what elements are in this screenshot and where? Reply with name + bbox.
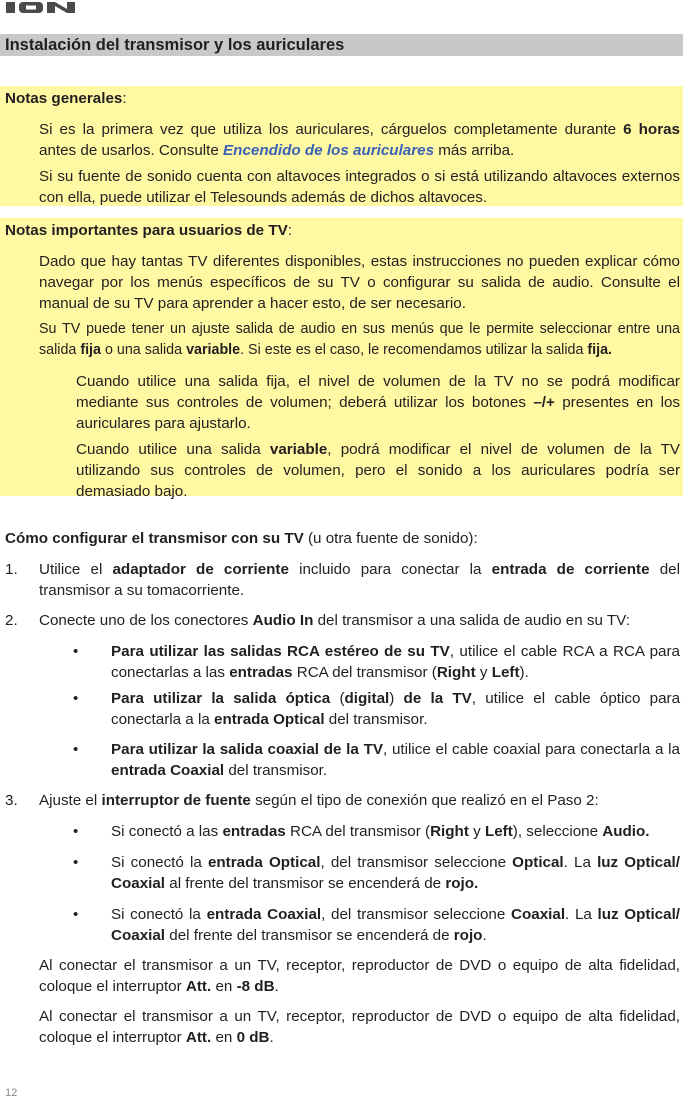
bullet-icon: • bbox=[73, 643, 79, 660]
bullet-icon: • bbox=[73, 690, 79, 707]
general-notes-heading: Notas generales: bbox=[5, 90, 127, 107]
step-2-text: Conecte uno de los conectores Audio In del transmisor a una salida de audio en su TV: bbox=[39, 612, 630, 629]
bullet-icon: • bbox=[73, 906, 79, 923]
tv-note-2: Su TV puede tener un ajuste salida de audio en sus menús que le permite seleccionar entre una salida fija o una salida variable. Si este es el caso, le recomendamos utilizar la salida fija. bbox=[39, 321, 680, 358]
general-note-1: Si es la primera vez que utiliza los auriculares, cárguelos completamente durante 6 horas antes de usarlos. Consulte Encendido de los auriculares más arriba. bbox=[39, 121, 680, 159]
step-3-number: 3. bbox=[5, 792, 18, 809]
tv-note-fixed-output: Cuando utilice una salida fija, el nivel de volumen de la TV no se podrá modificar mediante sus controles de volumen; deberá utilizar los botones –/+ presentes en los auriculares para ajustarlo. bbox=[76, 373, 680, 432]
bullet-icon: • bbox=[73, 854, 79, 871]
page-number: 12 bbox=[5, 1087, 18, 1099]
general-note-2: Si su fuente de sonido cuenta con altavoces integrados o si está utilizando altavoces externos con ella, puede utilizar el Telesounds además de dichos altavoces. bbox=[39, 168, 680, 206]
tv-note-variable-output: Cuando utilice una salida variable, podrá modificar el nivel de volumen de la TV utilizando sus controles de volumen, pero el sonido a los auriculares podría ser demasiado bajo. bbox=[76, 441, 680, 500]
step-2-bullet-coaxial: Para utilizar la salida coaxial de la TV, utilice el cable coaxial para conectarla a la entrada Coaxial del transmisor. bbox=[111, 741, 681, 779]
tv-notes-heading: Notas importantes para usuarios de TV: bbox=[5, 222, 292, 239]
setup-heading: Cómo configurar el transmisor con su TV (u otra fuente de sonido): bbox=[5, 530, 478, 547]
section-title: Instalación del transmisor y los auriculares bbox=[5, 36, 345, 54]
step-1-text: Utilice el adaptador de corriente incluido para conectar la entrada de corriente del transmisor a su tomacorriente. bbox=[39, 561, 680, 599]
section-header bbox=[0, 34, 683, 56]
bullet-icon: • bbox=[73, 823, 79, 840]
step-3-text: Ajuste el interruptor de fuente según el tipo de conexión que realizó en el Paso 2: bbox=[39, 792, 599, 809]
link-encendido-auriculares[interactable]: Encendido de los auriculares bbox=[223, 142, 435, 159]
step-2-bullet-rca: Para utilizar las salidas RCA estéreo de su TV, utilice el cable RCA a RCA para conectarlas a las entradas RCA del transmisor (Right y Left). bbox=[111, 643, 680, 681]
ion-logo bbox=[6, 2, 80, 13]
step-1-number: 1. bbox=[5, 561, 18, 578]
bullet-icon: • bbox=[73, 741, 79, 758]
step-3-bullet-audio: Si conectó a las entradas RCA del transmisor (Right y Left), seleccione Audio. bbox=[111, 823, 650, 840]
step-2-number: 2. bbox=[5, 612, 18, 629]
tv-note-1: Dado que hay tantas TV diferentes disponibles, estas instrucciones no pueden explicar cómo navegar por los menús específicos de su TV o configurar su salida de audio. Consulte el manual de su TV para aprender a hacer esto, de ser necesario. bbox=[39, 253, 680, 312]
step-3-bullet-coaxial: Si conectó la entrada Coaxial, del transmisor seleccione Coaxial. La luz Optical/ Coaxial del frente del transmisor se encenderá de rojo. bbox=[111, 906, 681, 944]
step-3-bullet-optical: Si conectó la entrada Optical, del transmisor seleccione Optical. La luz Optical/ Coaxial al frente del transmisor se encenderá de rojo. bbox=[111, 854, 680, 892]
step-2-bullet-optical: Para utilizar la salida óptica (digital) de la TV, utilice el cable óptico para conectarla a la entrada Optical del transmisor. bbox=[111, 690, 681, 728]
att-note-minus8: Al conectar el transmisor a un TV, receptor, reproductor de DVD o equipo de alta fidelidad, coloque el interruptor Att. en -8 dB. bbox=[39, 957, 680, 995]
att-note-0db: Al conectar el transmisor a un TV, receptor, reproductor de DVD o equipo de alta fidelidad, coloque el interruptor Att. en 0 dB. bbox=[39, 1008, 680, 1046]
